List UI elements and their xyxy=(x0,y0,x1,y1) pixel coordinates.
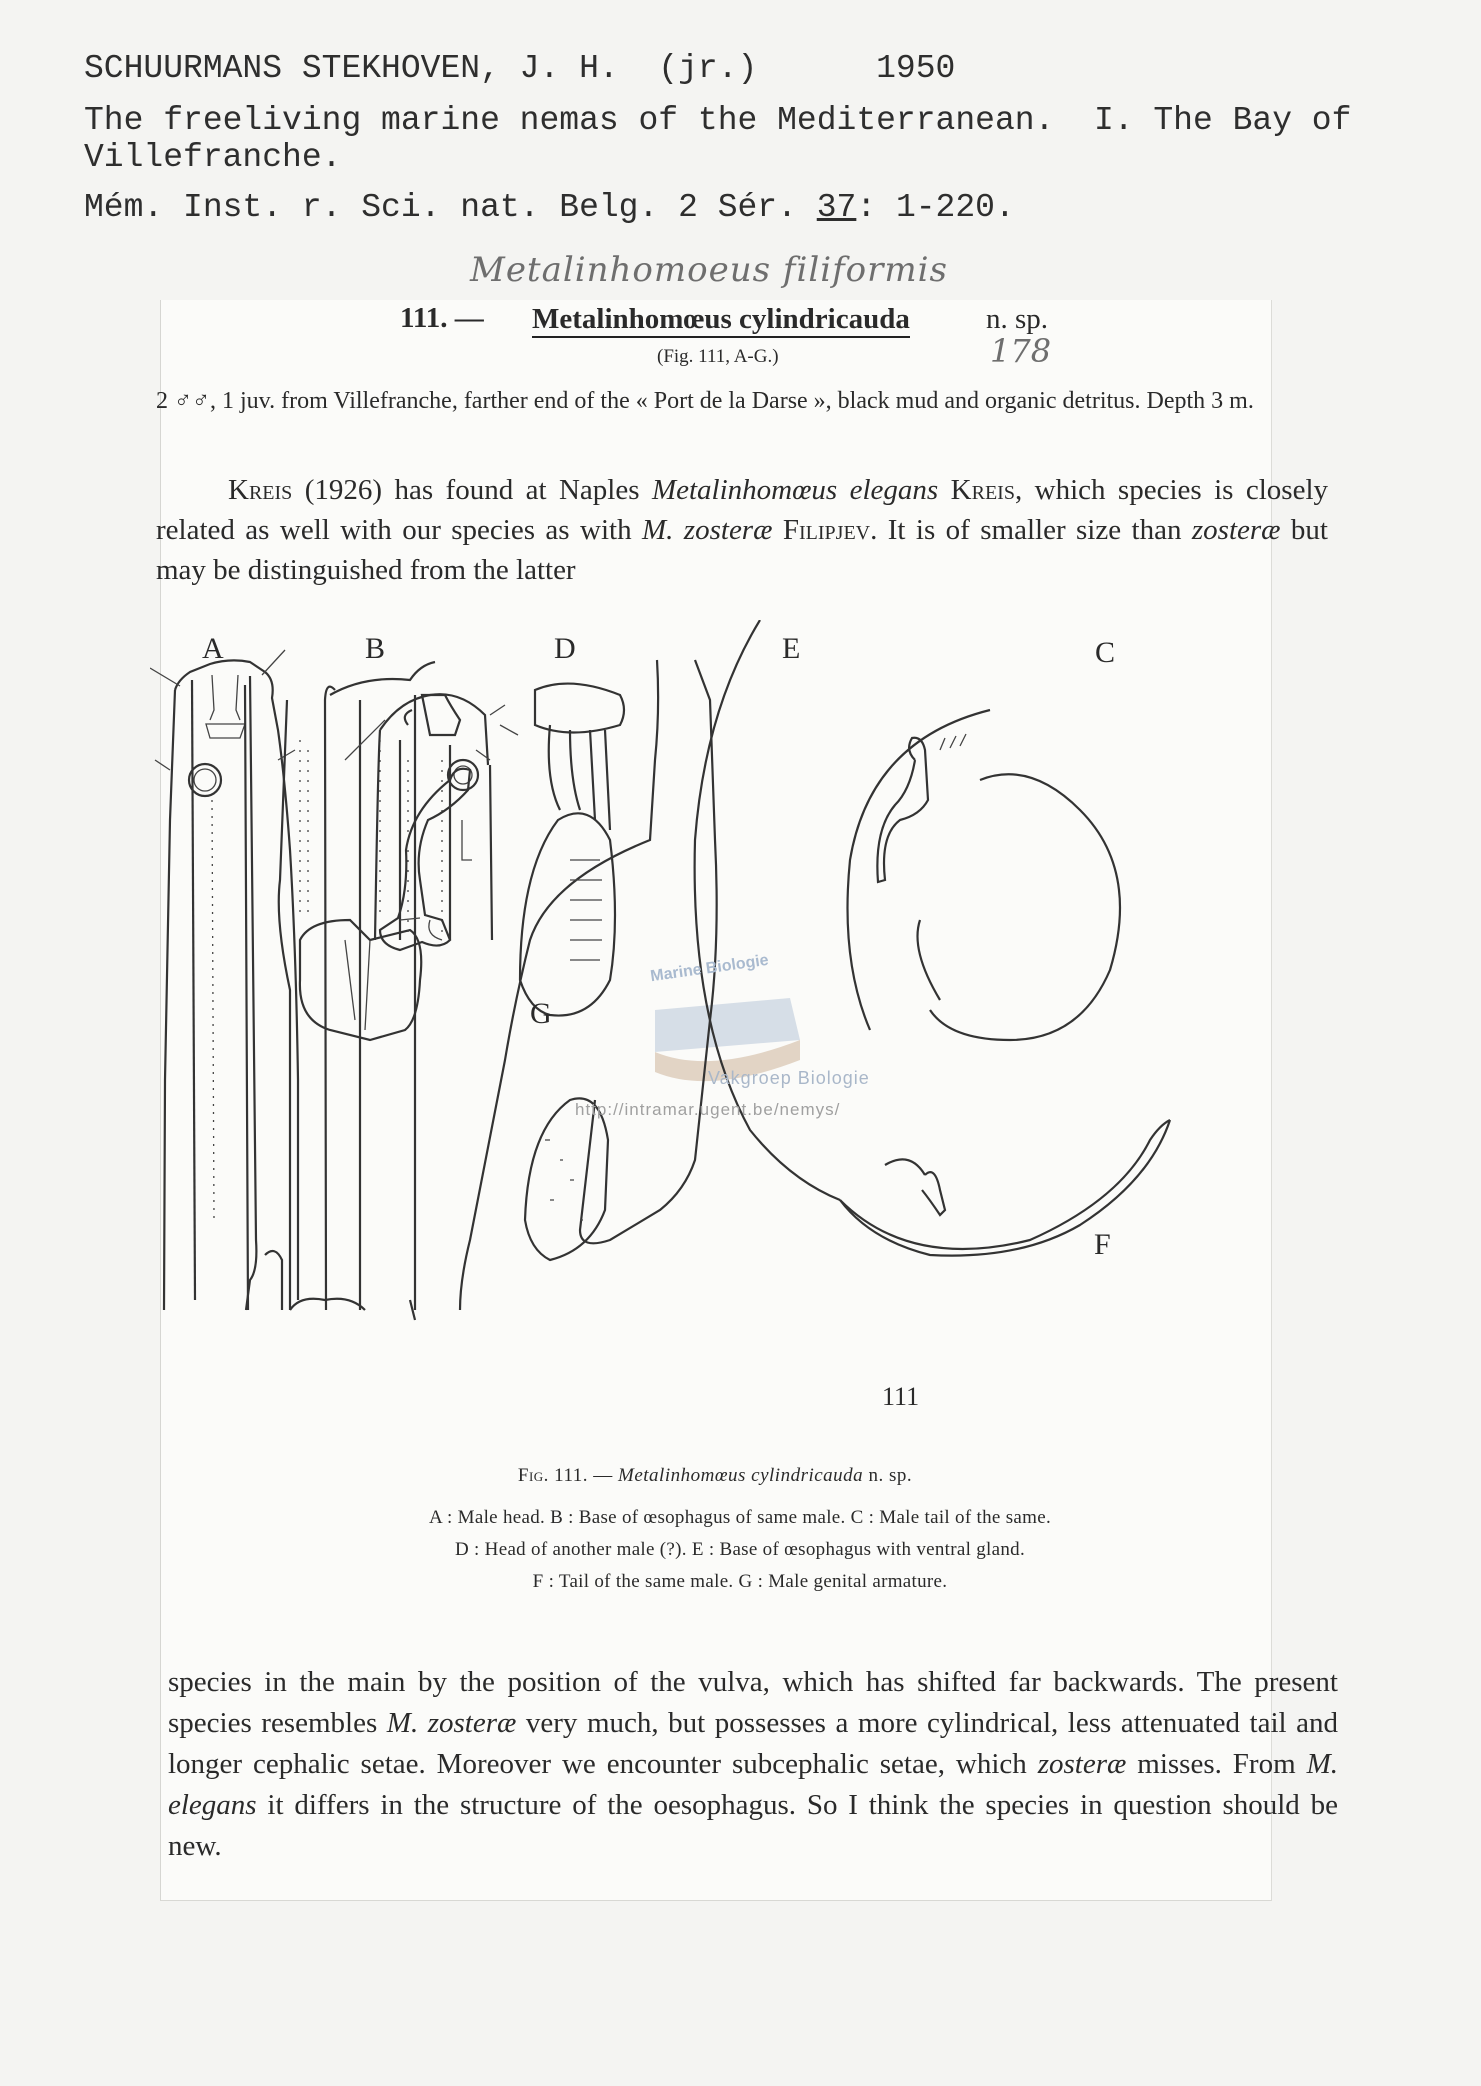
drawing-A-male-head xyxy=(150,650,298,1310)
species-status: n. sp. xyxy=(986,303,1049,335)
fig-label-C: C xyxy=(1095,636,1116,669)
plate-number: 111 xyxy=(882,1382,920,1411)
p1-taxon-zosterae-2: zosteræ xyxy=(1191,514,1281,546)
card-title-line1: The freeliving marine nemas of the Mediterranean. I. The Bay of xyxy=(84,102,1352,139)
author-kreis: Kreis xyxy=(228,474,293,506)
p2-taxon-elegans: M. elegans xyxy=(168,1748,1338,1821)
journal-volume: 37 xyxy=(816,189,857,226)
p2-taxon-zosterae-2: zosteræ xyxy=(1037,1748,1127,1780)
watermark-title: Marine Biologie xyxy=(649,951,770,986)
fig-label-A: A xyxy=(202,632,224,665)
drawing-D-head-other-male xyxy=(345,694,518,940)
p1-text-h: . It is of smaller size than xyxy=(870,514,1192,546)
p1-author-filipjev: Filipjev xyxy=(772,514,871,546)
p2-text-a: species in the main by the position of the vulva, which has shifted far backwards. The present species resembles xyxy=(168,1666,1338,1739)
drawing-B-oesophagus-base xyxy=(245,662,435,1320)
figure-caption-title xyxy=(160,1465,1270,1487)
material-paragraph: 2 ♂♂, 1 juv. from Villefranche, farther end of the « Port de la Darse », black mud and organic detritus. Depth 3 m. xyxy=(156,388,1254,414)
species-number: 111. — xyxy=(400,302,484,334)
drawing-G-genital-armature xyxy=(380,769,470,950)
fig-label-B: B xyxy=(365,632,386,665)
watermark-group: Vakgroep Biologie xyxy=(708,1068,870,1088)
p1-taxon-elegans: Metalinhomœus elegans xyxy=(651,474,939,506)
p1-text-b: (1926) has found at Naples xyxy=(292,474,652,506)
p1-author-kreis: Kreis xyxy=(938,474,1015,506)
caption-species: Metalinhomœus cylindricauda xyxy=(618,1465,864,1486)
caption-line-3: F : Tail of the same male. G : Male genital armature. xyxy=(532,1571,948,1592)
handwritten-species-name: Metalinhomoeus filiformis xyxy=(470,250,948,290)
p1-text-e: , which species is closely related as well with our species as with xyxy=(156,474,1329,546)
p2-text-e: misses. From xyxy=(1126,1748,1307,1780)
drawing-C-F-male-tail xyxy=(695,620,1170,1256)
card-journal xyxy=(84,189,1015,227)
card-author-year: SCHUURMANS STEKHOVEN, J. H. (jr.) 1950 xyxy=(84,50,956,87)
paragraph-1 xyxy=(156,470,1328,590)
journal-pages: : 1-220. xyxy=(856,189,1015,226)
paragraph-2 xyxy=(168,1662,1338,1867)
fig-label-E: E xyxy=(782,632,801,665)
p1-taxon-zosterae: M. zosteræ xyxy=(641,514,773,546)
caption-line-2: D : Head of another male (?). E : Base of œsophagus with ventral gland. xyxy=(454,1539,1026,1560)
fig-label-F: F xyxy=(1094,1228,1111,1261)
handwritten-number: 178 xyxy=(990,332,1052,370)
species-name: Metalinhomœus cylindricauda xyxy=(532,302,910,338)
caption-line-1: A : Male head. B : Base of œsophagus of same male. C : Male tail of the same. xyxy=(429,1507,1051,1528)
fig-label-D: D xyxy=(554,632,576,665)
drawing-E-oesophagus-ventral-gland xyxy=(460,660,717,1310)
fig-label-G: G xyxy=(530,997,552,1030)
p2-text-g: it differs in the structure of the oesophagus. So I think the species in question should be new. xyxy=(168,1789,1338,1862)
p1-text-j: but may be distinguished from the latter xyxy=(156,514,1328,586)
p2-text-c: very much, but possesses a more cylindrical, less attenuated tail and longer cephalic setae. Moreover we encounter subcephalic setae, which xyxy=(168,1707,1338,1780)
p2-taxon-zosterae: M. zosteræ xyxy=(386,1707,517,1739)
journal-prefix: Mém. Inst. r. Sci. nat. Belg. 2 Sér. xyxy=(84,189,817,226)
caption-status: n. sp. xyxy=(868,1465,913,1486)
figure-111-plate xyxy=(150,620,1330,1460)
fig-reference: (Fig. 111, A-G.) xyxy=(657,346,779,367)
caption-fig-label: Fig. 111. — xyxy=(517,1465,613,1486)
watermark-url: http://intramar.ugent.be/nemys/ xyxy=(575,1100,841,1119)
card-title-line2: Villefranche. xyxy=(84,139,342,176)
